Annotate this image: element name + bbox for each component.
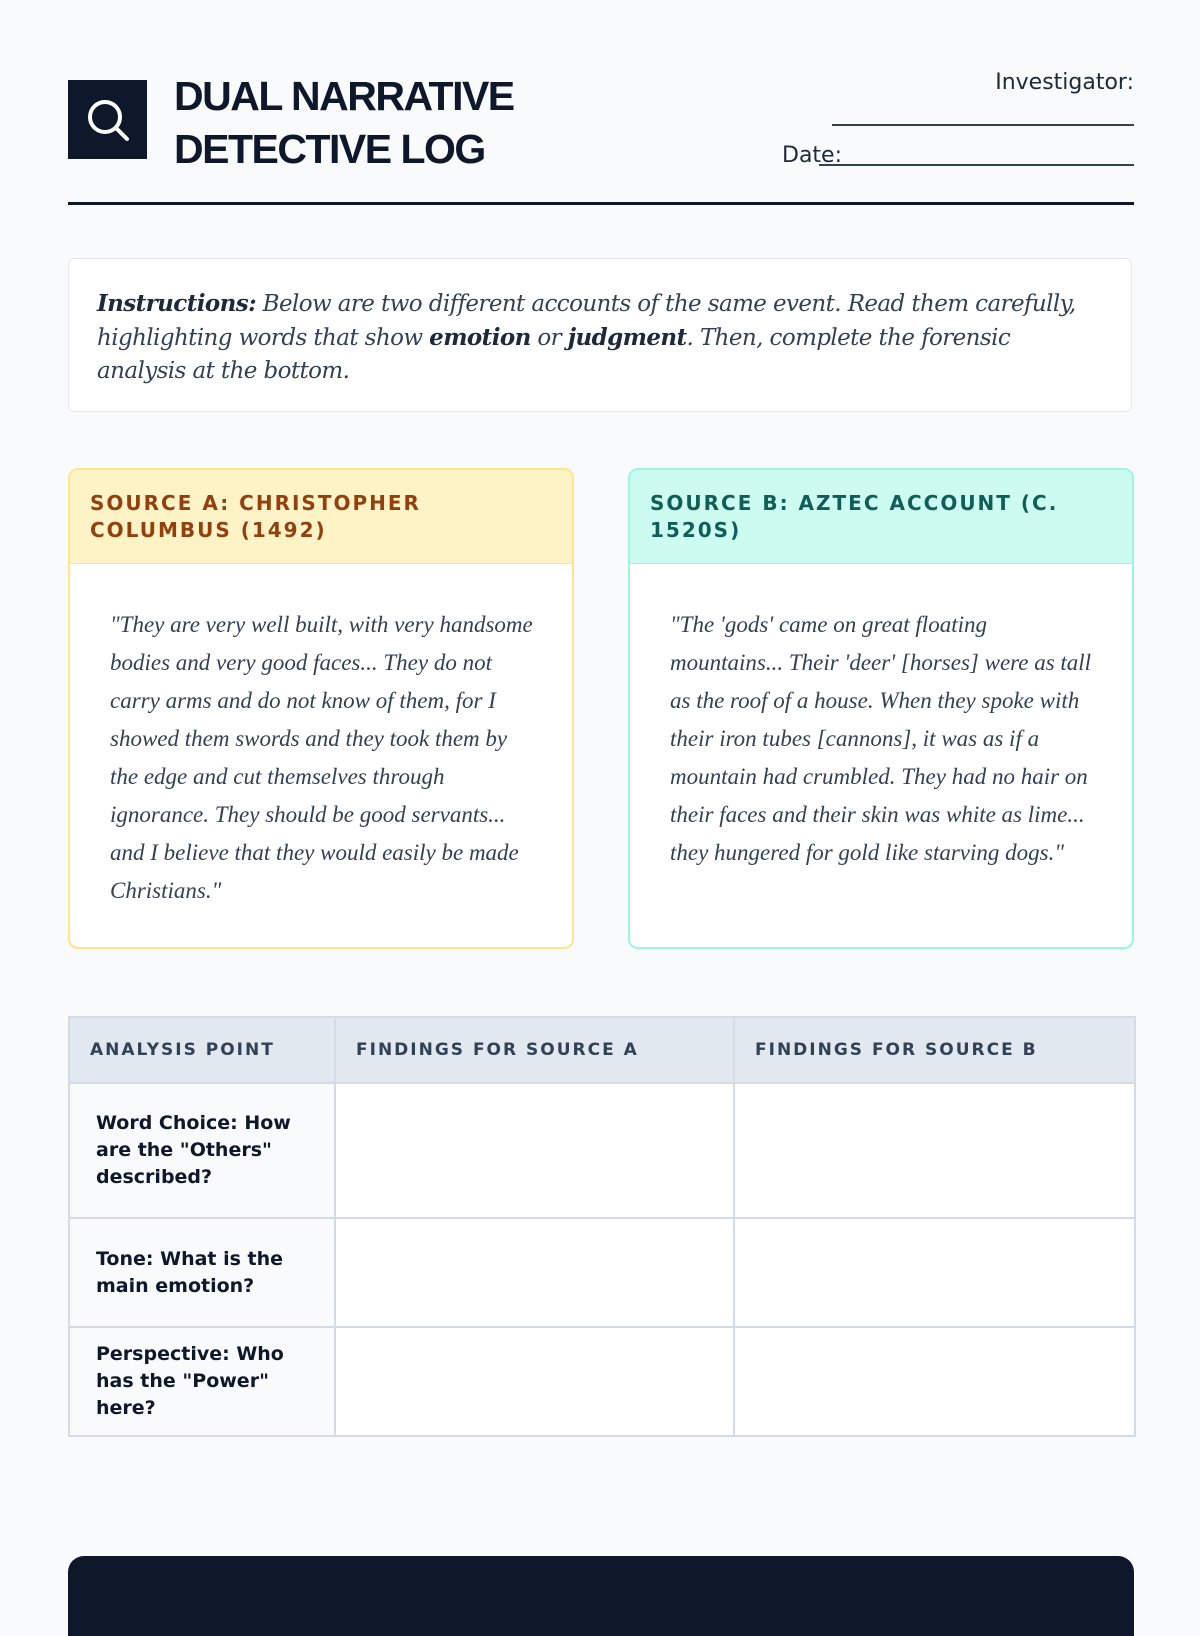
source-b-quote: "The 'gods' came on great floating mountains... Their 'deer' [horses] were as tall as the roof of a house. When they spoke with their iron tubes [cannons], it was as if a mountain had crumbled. They had no hair on their faces and their skin was white as lime... they hungered for gold like starving dogs." [670, 612, 1092, 865]
title-line-2: DETECTIVE LOG [174, 126, 485, 172]
table-header-row [69, 1017, 1135, 1083]
findings-a-word-choice[interactable] [335, 1083, 734, 1218]
analysis-point-tone: Tone: What is the main emotion? [69, 1218, 335, 1327]
investigator-meta [714, 70, 1134, 180]
search-icon [86, 98, 130, 142]
instructions-part-3: . Then, complete the forensic analysis at the bottom. [97, 325, 1011, 384]
source-a-quote: "They are very well built, with very handsome bodies and very good faces... They do not carry arms and do not know of them, for I showed them swords and they took them by the edge and cut themselves through ignorance. They should be good servants... and I believe that they would easily be made Christians." [110, 612, 533, 903]
instructions-box [68, 258, 1132, 412]
findings-b-tone[interactable] [734, 1218, 1135, 1327]
findings-b-word-choice[interactable] [734, 1083, 1135, 1218]
column-header-source-b: FINDINGS FOR SOURCE B [734, 1017, 1135, 1083]
analysis-point-word-choice: Word Choice: How are the "Others" described? [69, 1083, 335, 1218]
instructions-part-1: Below are two different accounts of the same event. Read them carefully, highlighting words that show [97, 291, 1076, 351]
page-header [68, 70, 1134, 205]
source-b-heading: SOURCE B: AZTEC ACCOUNT (C. 1520S) [630, 470, 1132, 564]
investigator-field[interactable] [832, 124, 1134, 126]
instructions-part-2: or [530, 325, 568, 351]
footer-bar [68, 1556, 1134, 1636]
source-a-card [68, 468, 574, 949]
source-a-heading: SOURCE A: CHRISTOPHER COLUMBUS (1492) [70, 470, 572, 564]
table-row [69, 1218, 1135, 1327]
table-row [69, 1327, 1135, 1436]
emphasis-judgment: judgment [567, 324, 687, 351]
investigator-label: Investigator: [995, 70, 1134, 95]
findings-a-perspective[interactable] [335, 1327, 734, 1436]
analysis-point-perspective: Perspective: Who has the "Power" here? [69, 1327, 335, 1436]
instructions-text [97, 287, 1103, 388]
findings-a-tone[interactable] [335, 1218, 734, 1327]
page-title [174, 70, 514, 176]
analysis-table [68, 1016, 1136, 1437]
table-row [69, 1083, 1135, 1218]
column-header-analysis-point: ANALYSIS POINT [69, 1017, 335, 1083]
title-line-1: DUAL NARRATIVE [174, 73, 514, 119]
date-field[interactable] [819, 164, 1134, 166]
date-label: Date: [782, 143, 842, 168]
column-header-source-a: FINDINGS FOR SOURCE A [335, 1017, 734, 1083]
instructions-lead: Instructions: [97, 290, 256, 317]
source-b-card [628, 468, 1134, 949]
worksheet-page [68, 0, 1134, 1600]
logo [68, 80, 147, 159]
emphasis-emotion: emotion [429, 324, 531, 351]
findings-b-perspective[interactable] [734, 1327, 1135, 1436]
